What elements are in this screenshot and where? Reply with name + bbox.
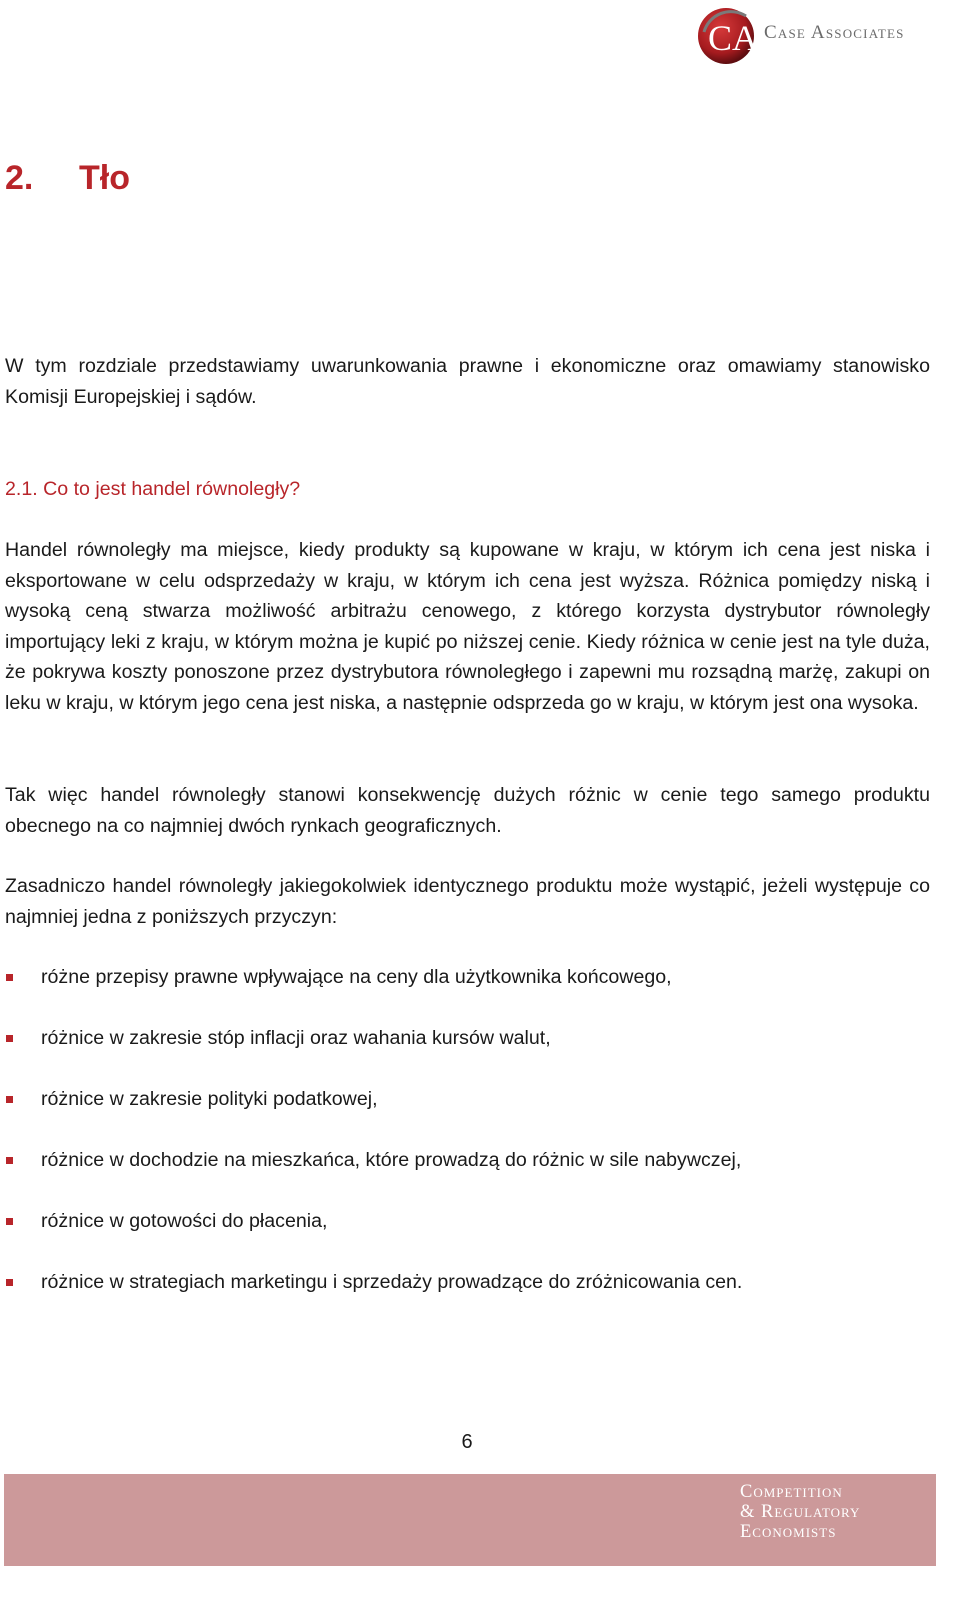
footer-line: Economists [740, 1522, 837, 1542]
square-bullet-icon [6, 1279, 13, 1286]
footer-tagline [740, 1482, 860, 1542]
list-item: różnice w strategiach marketingu i sprzedaży prowadzące do zróżnicowania cen. [0, 1267, 930, 1328]
list-item: różne przepisy prawne wpływające na ceny dla użytkownika końcowego, [0, 962, 930, 1023]
logo-company-name: Case Associates [764, 22, 905, 43]
company-logo [696, 2, 936, 68]
body-paragraph-consequence: Tak więc handel równoległy stanowi konsekwencję dużych różnic w cenie tego samego produktu obecnego na co najmniej dwóch rynkach geograficznych. [5, 784, 930, 837]
square-bullet-icon [6, 1035, 13, 1042]
section-title-text: Tło [79, 159, 130, 197]
intro-paragraph: W tym rozdziale przedstawiamy uwarunkowania prawne i ekonomiczne oraz omawiamy stanowisko Komisji Europejskiej i sądów. [5, 355, 930, 408]
square-bullet-icon [6, 974, 13, 981]
body-paragraph-definition: Handel równoległy ma miejsce, kiedy produkty są kupowane w kraju, w którym ich cena jest niska i eksportowane w celu odsprzedaży w kraju, w którym ich cena jest wyższa. Różnica pomiędzy niską i wysoką ceną stwarza możliwość arbitrażu cenowego, z którego korzysta dystrybutor równoległy importujący leki z kraju, w którym można je kupić po niższej cenie. Kiedy różnica w cenie jest na tyle duża, że pokrywa koszty ponoszone przez dystrybutora równoległego i zapewni mu rozsądną marżę, zakupi on leku w kraju, w którym jego cena jest niska, a następnie odsprzeda go w kraju, w którym jest ona wysoka. [5, 539, 930, 714]
footer-line: & Regulatory [740, 1502, 861, 1522]
footer-line: Competition [740, 1482, 843, 1502]
list-item: różnice w zakresie stóp inflacji oraz wahania kursów walut, [0, 1023, 930, 1084]
page-number: 6 [461, 1431, 473, 1453]
footer-band [4, 1474, 936, 1566]
square-bullet-icon [6, 1096, 13, 1103]
square-bullet-icon [6, 1218, 13, 1225]
section-number: 2. [5, 159, 34, 197]
list-item: różnice w dochodzie na mieszkańca, które prowadzą do różnic w sile nabywczej, [0, 1145, 930, 1206]
subsection-heading: 2.1. Co to jest handel równoległy? [5, 478, 301, 500]
list-item: różnice w gotowości do płacenia, [0, 1206, 930, 1267]
logo-emblem-icon [696, 2, 760, 66]
body-paragraph-causes-intro: Zasadniczo handel równoległy jakiegokolwiek identycznego produktu może wystąpić, jeżeli występuje co najmniej jedna z poniższych przyczyn: [5, 875, 930, 928]
square-bullet-icon [6, 1157, 13, 1164]
section-title [5, 158, 130, 198]
list-item: różnice w zakresie polityki podatkowej, [0, 1084, 930, 1145]
logo-initials: CA [708, 18, 759, 58]
causes-list [0, 962, 930, 1328]
